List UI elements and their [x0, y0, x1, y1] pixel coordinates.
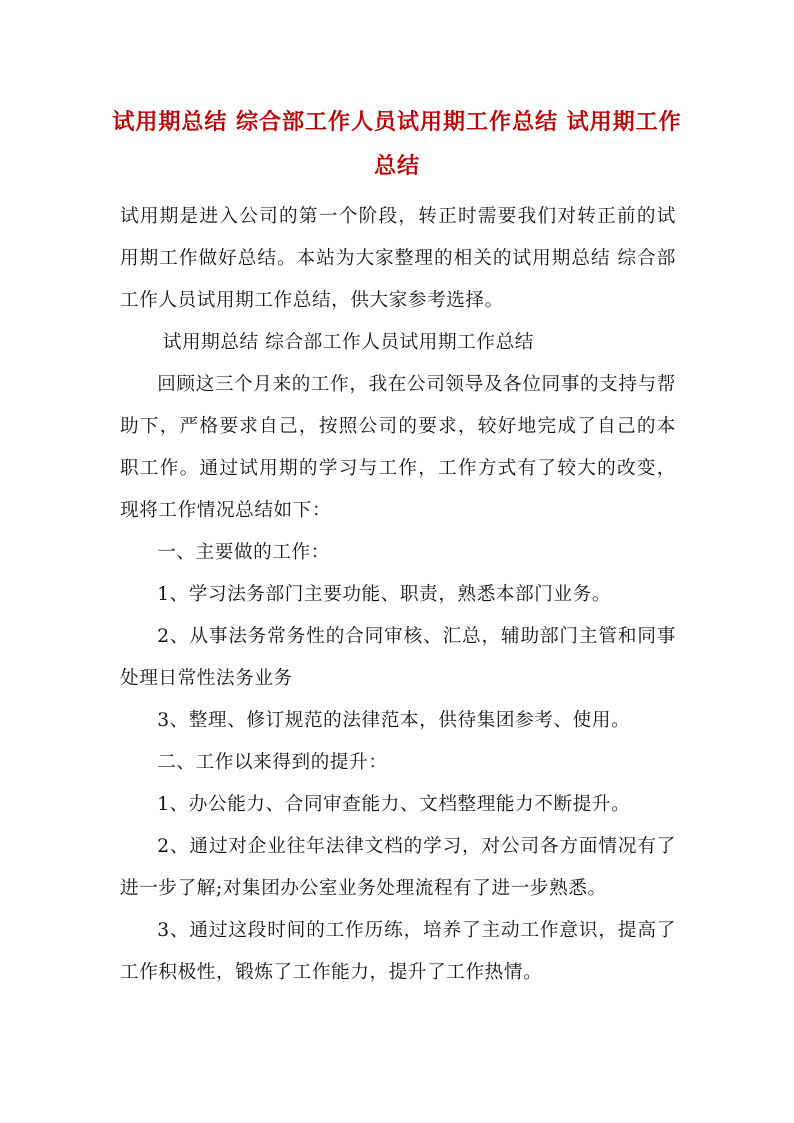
- list-item: 1、办公能力、合同审查能力、文档整理能力不断提升。: [157, 794, 631, 815]
- section-heading-main-work: 一、主要做的工作：: [157, 542, 330, 563]
- document-title: 试用期总结 综合部工作人员试用期工作总结 试用期工作总结: [112, 109, 682, 179]
- document-body: [120, 196, 676, 994]
- review-paragraph: 回顾这三个月来的工作，我在公司领导及各位同事的支持与帮助下，严格要求自己，按照公司的要求，较好地完成了自己的本职工作。通过试用期的学习与工作，工作方式有了较大的改变，现将工作情况总结如下：: [120, 374, 676, 521]
- list-item: 1、学习法务部门主要功能、职责，熟悉本部门业务。: [157, 584, 612, 605]
- intro-paragraph: 试用期是进入公司的第一个阶段，转正时需要我们对转正前的试用期工作做好总结。本站为大家整理的相关的试用期总结 综合部工作人员试用期工作总结，供大家参考选择。: [120, 206, 676, 311]
- list-item: 2、从事法务常务性的合同审核、汇总，辅助部门主管和同事处理日常性法务业务: [120, 626, 676, 689]
- section-subtitle: 试用期总结 综合部工作人员试用期工作总结: [162, 332, 534, 353]
- list-item: 3、整理、修订规范的法律范本，供待集团参考、使用。: [157, 710, 631, 731]
- section-heading-improvements: 二、工作以来得到的提升：: [157, 752, 388, 773]
- list-item: 3、通过这段时间的工作历练，培养了主动工作意识，提高了工作积极性，锻炼了工作能力，提升了工作热情。: [120, 920, 676, 983]
- list-item: 2、通过对企业往年法律文档的学习，对公司各方面情况有了进一步了解;对集团办公室业务处理流程有了进一步熟悉。: [120, 836, 676, 899]
